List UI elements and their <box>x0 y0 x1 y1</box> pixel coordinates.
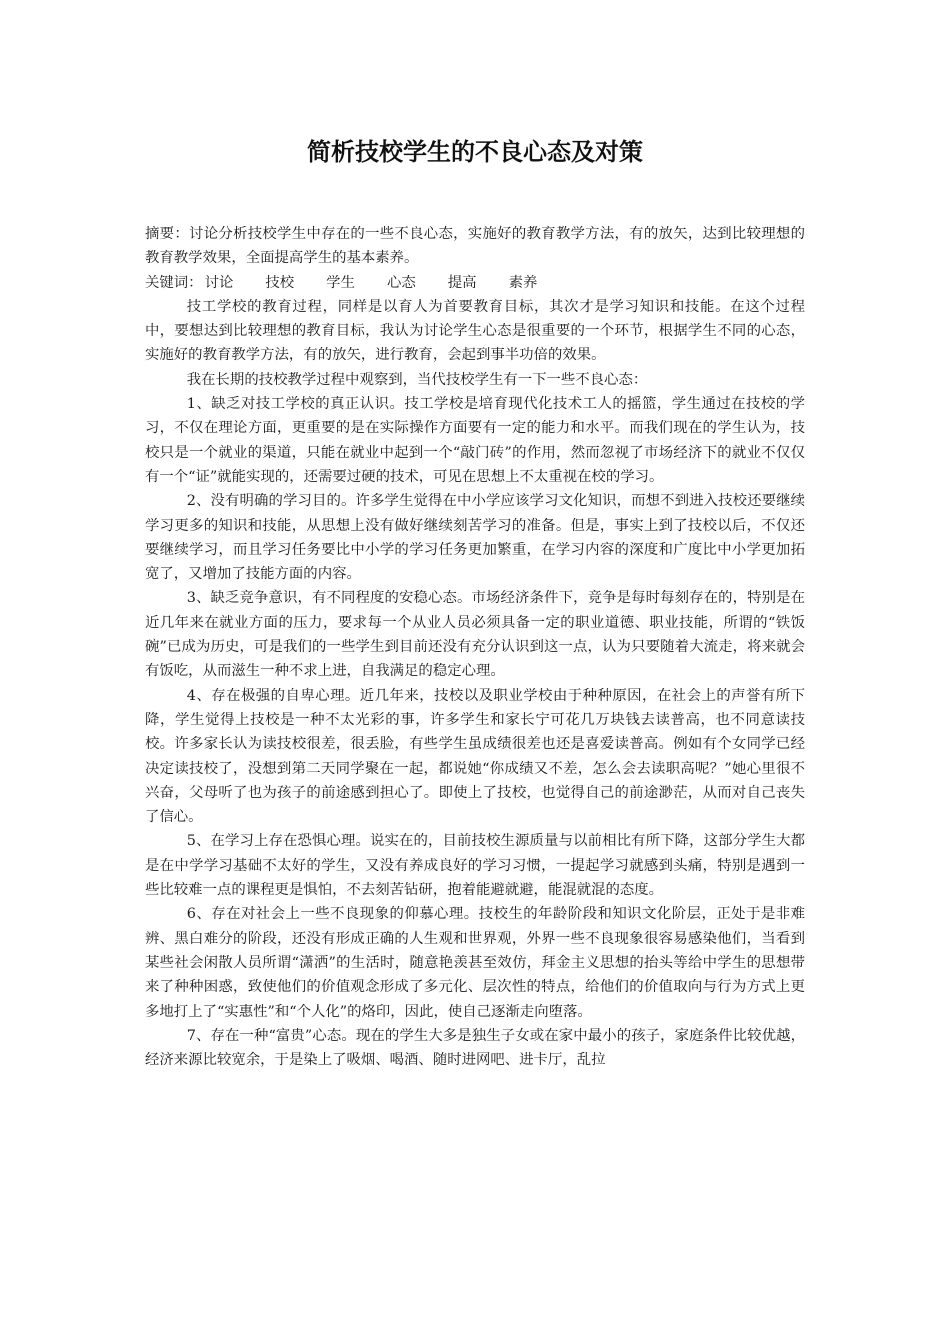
keyword: 技校 <box>265 274 295 291</box>
keywords-label: 关键词： <box>145 274 203 291</box>
keyword: 素养 <box>508 274 538 291</box>
body-paragraph-point-7: 7、存在一种“富贵”心态。现在的学生大多是独生子女或在家中最小的孩子，家庭条件比较优越，经济来源比较宽余，于是染上了吸烟、喝酒、随时进网吧、进卡厅，乱拉 <box>145 1027 805 1069</box>
body-paragraph-point-5: 5、在学习上存在恐惧心理。说实在的，目前技校生源质量与以前相比有所下降，这部分学生大都是在中学学习基础不太好的学生，又没有养成良好的学习习惯，一提起学习就感到头痛，特别是遇到一些比较难一点的课程更是惧怕，不去刻苦钻研，抱着能避就避，能混就混的态度。 <box>145 833 805 899</box>
keyword: 心态 <box>386 274 416 291</box>
keyword: 学生 <box>326 274 355 291</box>
keyword: 讨论 <box>204 274 234 291</box>
body-paragraph-point-3: 3、缺乏竞争意识，有不同程度的安稳心态。市场经济条件下，竞争是每时每刻存在的，特别是在近几年来在就业方面的压力，要求每一个从业人员必须具备一定的职业道德、职业技能，所谓的“铁饭碗”已成为历史，可是我们的一些学生到目前还没有充分认识到这一点，认为只要随着大流走，将来就会有饭吃，从而滋生一种不求上进，自我满足的稳定心理。 <box>145 590 805 680</box>
document-title: 简析技校学生的不良心态及对策 <box>307 137 643 166</box>
keyword: 提高 <box>447 274 477 291</box>
document-body <box>145 222 805 1072</box>
keywords-line <box>145 271 805 295</box>
body-paragraph-intro: 技工学校的教育过程，同样是以育人为首要教育目标，其次才是学习知识和技能。在这个过程中，要想达到比较理想的教育目标，我认为讨论学生心态是很重要的一个环节，根据学生不同的心态，实施好的教育教学方法，有的放矢，进行教育，会起到事半功倍的效果。 <box>145 298 805 364</box>
body-paragraph-point-4: 4、存在极强的自卑心理。近几年来，技校以及职业学校由于种种原因，在社会上的声誉有所下降，学生觉得上技校是一种不太光彩的事，许多学生和家长宁可花几万块钱去读普高，也不同意读技校。许多家长认为读技校很差，很丢脸，有些学生虽成绩很差也还是喜爱读普高。例如有个女同学已经决定读技校了，没想到第二天同学聚在一起，都说她“你成绩又不差，怎么会去读职高呢？”她心里很不兴奋，父母听了也为孩子的前途感到担心了。即使上了技校，也觉得自己的前途渺茫，从而对自己丧失了信心。 <box>145 687 805 826</box>
abstract-paragraph: 摘要：讨论分析技校学生中存在的一些不良心态，实施好的教育教学方法，有的放矢，达到比较理想的教育教学效果，全面提高学生的基本素养。 <box>145 226 805 267</box>
body-paragraph-point-1: 1、缺乏对技工学校的真正认识。技工学校是培育现代化技术工人的摇篮，学生通过在技校的学习，不仅在理论方面，更重要的是在实际操作方面要有一定的能力和水平。而我们现在的学生认为，技校只是一个就业的渠道，只能在就业中起到一个“敲门砖”的作用，然而忽视了市场经济下的就业不仅仅有一个“证”就能实现的，还需要过硬的技术，可见在思想上不太重视在校的学习。 <box>145 396 805 485</box>
body-paragraph-point-6: 6、存在对社会上一些不良现象的仰慕心理。技校生的年龄阶段和知识文化阶层，正处于是非难辨、黑白难分的阶段，还没有形成正确的人生观和世界观，外界一些不良现象很容易感染他们，当看到某些社会闲散人员所谓“潇洒”的生活时，随意艳羡甚至效仿，拜金主义思想的抬头等给中学生的思想带来了种种困惑，致使他们的价值观念形成了多元化、层次性的特点，给他们的价值取向与行为方式上更多地打上了“实惠性”和“个人化”的烙印，因此，使自己逐渐走向堕落。 <box>145 906 805 1020</box>
body-paragraph-observation: 我在长期的技校教学过程中观察到，当代技校学生有一下一些不良心态： <box>186 371 648 388</box>
body-paragraph-point-2: 2、没有明确的学习目的。许多学生觉得在中小学应该学习文化知识，而想不到进入技校还要继续学习更多的知识和技能，从思想上没有做好继续刻苦学习的准备。但是，事实上到了技校以后，不仅还要继续学习，而且学习任务要比中小学的学习任务更加繁重，在学习内容的深度和广度比中小学更加拓宽了，又增加了技能方面的内容。 <box>145 493 805 583</box>
